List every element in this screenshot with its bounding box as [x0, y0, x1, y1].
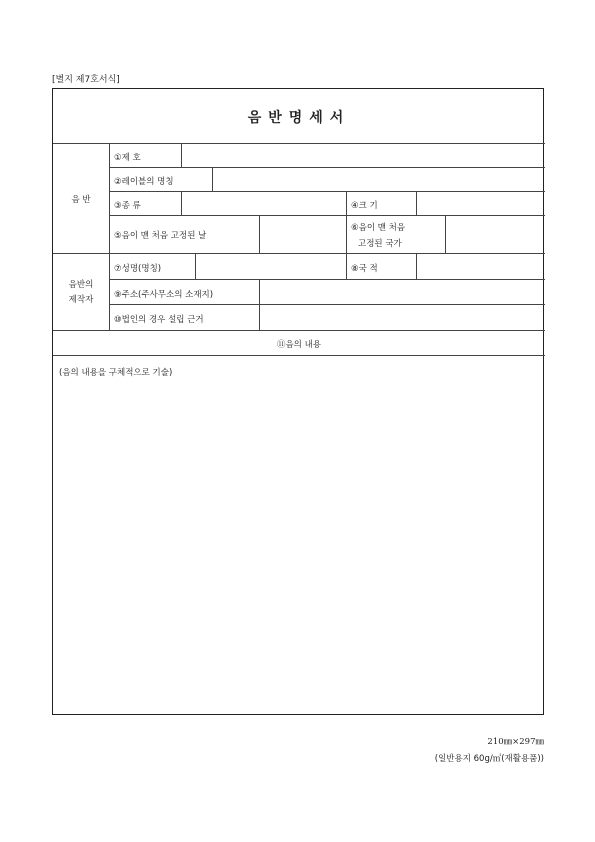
field-address: ⑨주소(주사무소의 소재지)	[114, 290, 214, 300]
divider-col-r2	[212, 167, 213, 191]
divider-content-header-bottom	[53, 355, 545, 356]
divider-col-r3c	[416, 191, 417, 215]
divider-section	[53, 253, 545, 254]
divider-title	[53, 143, 545, 144]
field-first-fixed-country-line2: 고정된 국가	[358, 239, 402, 249]
divider-row8	[109, 304, 545, 305]
field-type-label: ③종 류	[114, 201, 141, 211]
field-size-label: ④크 기	[351, 201, 378, 211]
divider-col-r7a	[195, 253, 196, 279]
divider-col-r8	[259, 279, 260, 330]
field-first-fixed-date: ⑤음이 맨 처음 고정된 날	[114, 231, 207, 241]
field-legal-basis: ⑩법인의 경우 설립 근거	[114, 315, 204, 325]
divider-section-column	[109, 143, 110, 330]
content-header: ⑪음의 내용	[276, 340, 322, 350]
divider-col-r7b	[346, 253, 347, 279]
divider-col-r3a	[181, 191, 182, 215]
divider-col-r1	[181, 143, 182, 167]
divider-row1	[109, 167, 545, 168]
divider-row7	[109, 279, 545, 280]
section-maker-label-line1: 음반의	[68, 280, 94, 290]
field-label-name: ②레이블의 명칭	[114, 177, 174, 187]
paper-size-note: 210㎜×297㎜	[487, 737, 544, 747]
paper-type-note: (일반용지 60g/㎡(재활용품))	[434, 754, 544, 764]
field-first-fixed-country-line1: ⑥음이 맨 처음	[351, 223, 406, 233]
divider-content-header-top	[53, 330, 545, 331]
divider-row2	[109, 191, 545, 192]
section-maker-label-line2: 제작자	[68, 295, 94, 305]
field-nationality: ⑧국 적	[351, 264, 378, 274]
divider-col-r7c	[416, 253, 417, 279]
content-instruction: (음의 내용을 구체적으로 기술)	[59, 368, 173, 378]
form-title: 음반명세서	[247, 110, 351, 126]
field-title-label: ①제 호	[114, 153, 141, 163]
form-number-label: [별지 제7호서식]	[52, 75, 120, 85]
divider-col-r3b	[346, 191, 347, 215]
divider-row3	[109, 215, 545, 216]
divider-col-r4b	[346, 215, 347, 253]
divider-col-r4a	[259, 215, 260, 253]
section-record-label: 음 반	[71, 195, 91, 205]
record-specification-form	[52, 88, 544, 715]
divider-col-r4c	[445, 215, 446, 253]
field-maker-name: ⑦성명(명칭)	[114, 264, 162, 274]
